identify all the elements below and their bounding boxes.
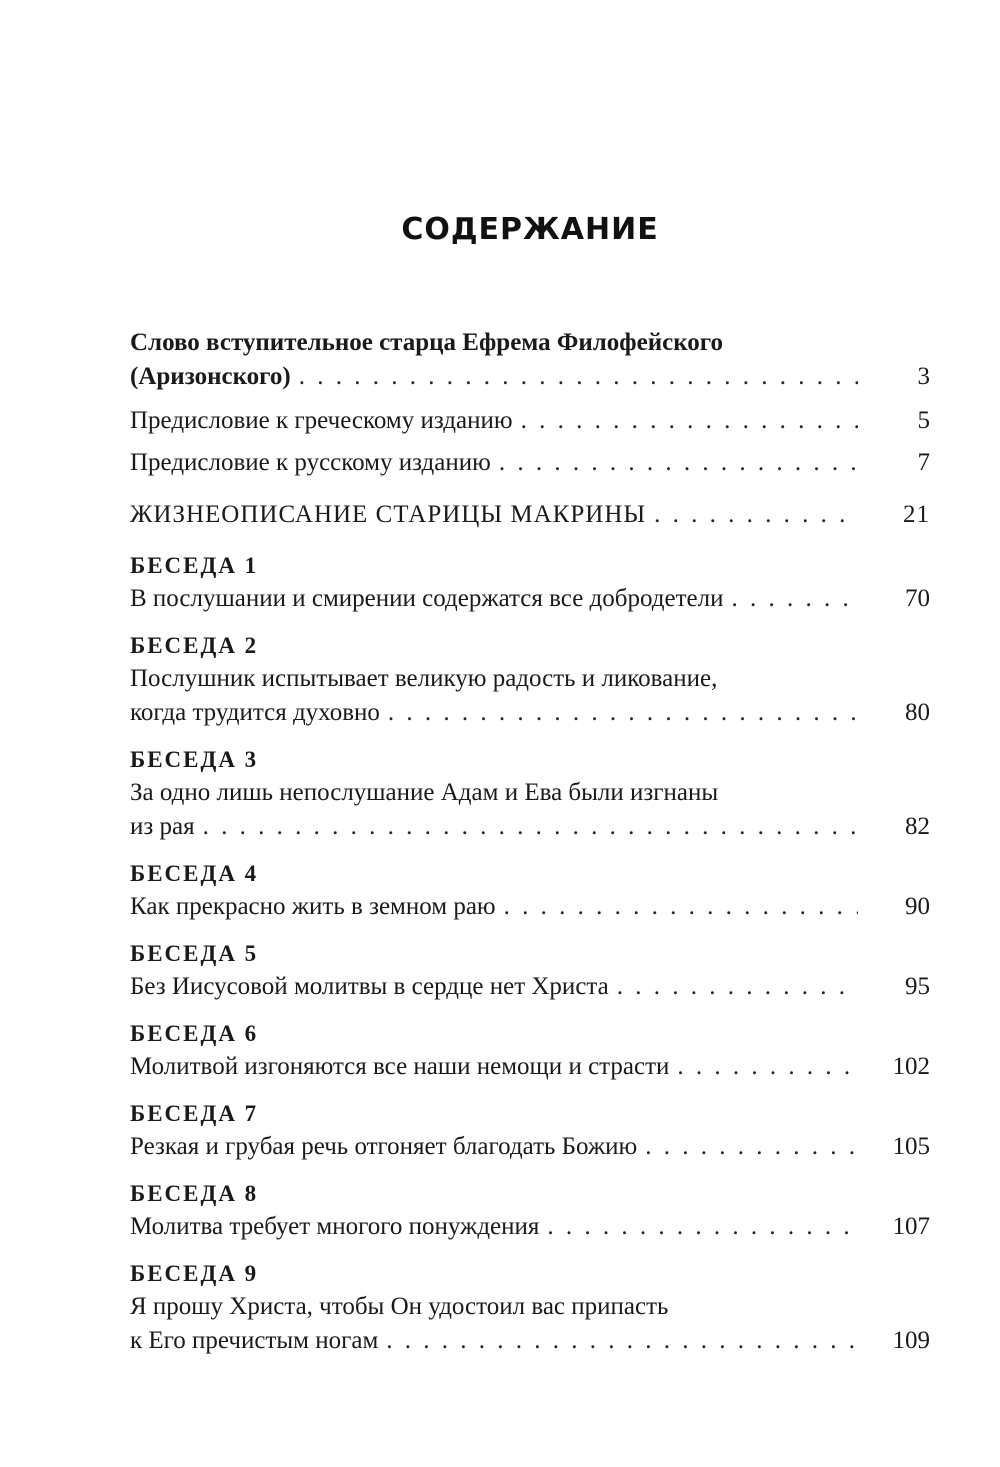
talk-heading: БЕСЕДА 5 xyxy=(130,941,259,966)
page-number: 95 xyxy=(905,973,930,1000)
toc-talk-8 xyxy=(130,1178,930,1244)
toc-entry-line: Как прекрасно жить в земном раю xyxy=(130,893,496,920)
page-number: 109 xyxy=(892,1327,930,1354)
toc-entry-line: Слово вступительное старца Ефрема Филофейского xyxy=(130,329,723,356)
toc-entry-line: Молитва требует многого понуждения xyxy=(130,1213,540,1240)
toc-entry-line: В послушании и смирении содержатся все добродетели xyxy=(130,585,724,612)
toc-entry-line: Я прошу Христа, чтобы Он удостоил вас припасть xyxy=(130,1293,669,1320)
toc-entry-line: Без Иисусовой молитвы в сердце нет Христа xyxy=(130,973,609,1000)
leader-dots xyxy=(617,970,858,1004)
toc-talk-6 xyxy=(130,1018,930,1084)
page-number: 82 xyxy=(905,813,930,840)
toc-entry-line: Послушник испытывает великую радость и ликование, xyxy=(130,665,718,692)
toc-entry-line: когда трудится духовно xyxy=(130,699,380,726)
page-number: 7 xyxy=(917,449,930,476)
toc-talk-2 xyxy=(130,630,930,730)
table-of-contents xyxy=(130,326,930,1358)
leader-dots xyxy=(388,696,858,730)
toc-entry-line: Молитвой изгоняются все наши немощи и страсти xyxy=(130,1053,670,1080)
toc-entry-line: Предисловие к русскому изданию xyxy=(130,449,491,476)
talk-heading: БЕСЕДА 3 xyxy=(130,747,259,772)
page-number: 80 xyxy=(905,699,930,726)
toc-entry-line: к Его пречистым ногам xyxy=(130,1327,379,1354)
leader-dots xyxy=(499,446,858,480)
leader-dots xyxy=(731,582,858,616)
toc-entry-line: За одно лишь непослушание Адам и Ева были изгнаны xyxy=(130,779,719,806)
page-number: 3 xyxy=(917,363,930,390)
toc-entry-russian-preface xyxy=(130,446,930,480)
toc-talk-4 xyxy=(130,858,930,924)
page-number: 102 xyxy=(892,1053,930,1080)
toc-entry-line: (Аризонского) xyxy=(130,363,291,390)
leader-dots xyxy=(386,1324,858,1358)
leader-dots xyxy=(521,404,858,438)
page-number: 70 xyxy=(905,585,930,612)
talk-heading: БЕСЕДА 1 xyxy=(130,553,259,578)
leader-dots xyxy=(677,1050,858,1084)
toc-entry-greek-preface xyxy=(130,404,930,438)
page-number: 105 xyxy=(892,1133,930,1160)
page-title: СОДЕРЖАНИЕ xyxy=(401,212,659,247)
page-number: 21 xyxy=(903,501,930,528)
talk-heading: БЕСЕДА 7 xyxy=(130,1101,259,1126)
talk-heading: БЕСЕДА 8 xyxy=(130,1181,259,1206)
toc-entry-introduction xyxy=(130,326,930,394)
toc-entry-line: из рая xyxy=(130,813,195,840)
toc-talk-9 xyxy=(130,1258,930,1358)
leader-dots xyxy=(203,810,858,844)
leader-dots xyxy=(645,1130,858,1164)
leader-dots xyxy=(654,498,858,532)
leader-dots xyxy=(299,360,858,394)
toc-talk-3 xyxy=(130,744,930,844)
talk-heading: БЕСЕДА 9 xyxy=(130,1261,259,1286)
toc-entry-biography xyxy=(130,498,930,532)
page-number: 90 xyxy=(905,893,930,920)
toc-talk-1 xyxy=(130,550,930,616)
leader-dots xyxy=(504,890,858,924)
toc-talk-7 xyxy=(130,1098,930,1164)
page-number: 107 xyxy=(892,1213,930,1240)
toc-entry-line: Предисловие к греческому изданию xyxy=(130,407,513,434)
page-number: 5 xyxy=(917,407,930,434)
toc-entry-line: Резкая и грубая речь отгоняет благодать Божию xyxy=(130,1133,638,1160)
toc-entry-line: ЖИЗНЕОПИСАНИЕ СТАРИЦЫ МАКРИНЫ xyxy=(130,501,647,528)
leader-dots xyxy=(547,1210,858,1244)
toc-talk-5 xyxy=(130,938,930,1004)
talk-heading: БЕСЕДА 6 xyxy=(130,1021,259,1046)
talk-heading: БЕСЕДА 2 xyxy=(130,633,259,658)
talk-heading: БЕСЕДА 4 xyxy=(130,861,259,886)
